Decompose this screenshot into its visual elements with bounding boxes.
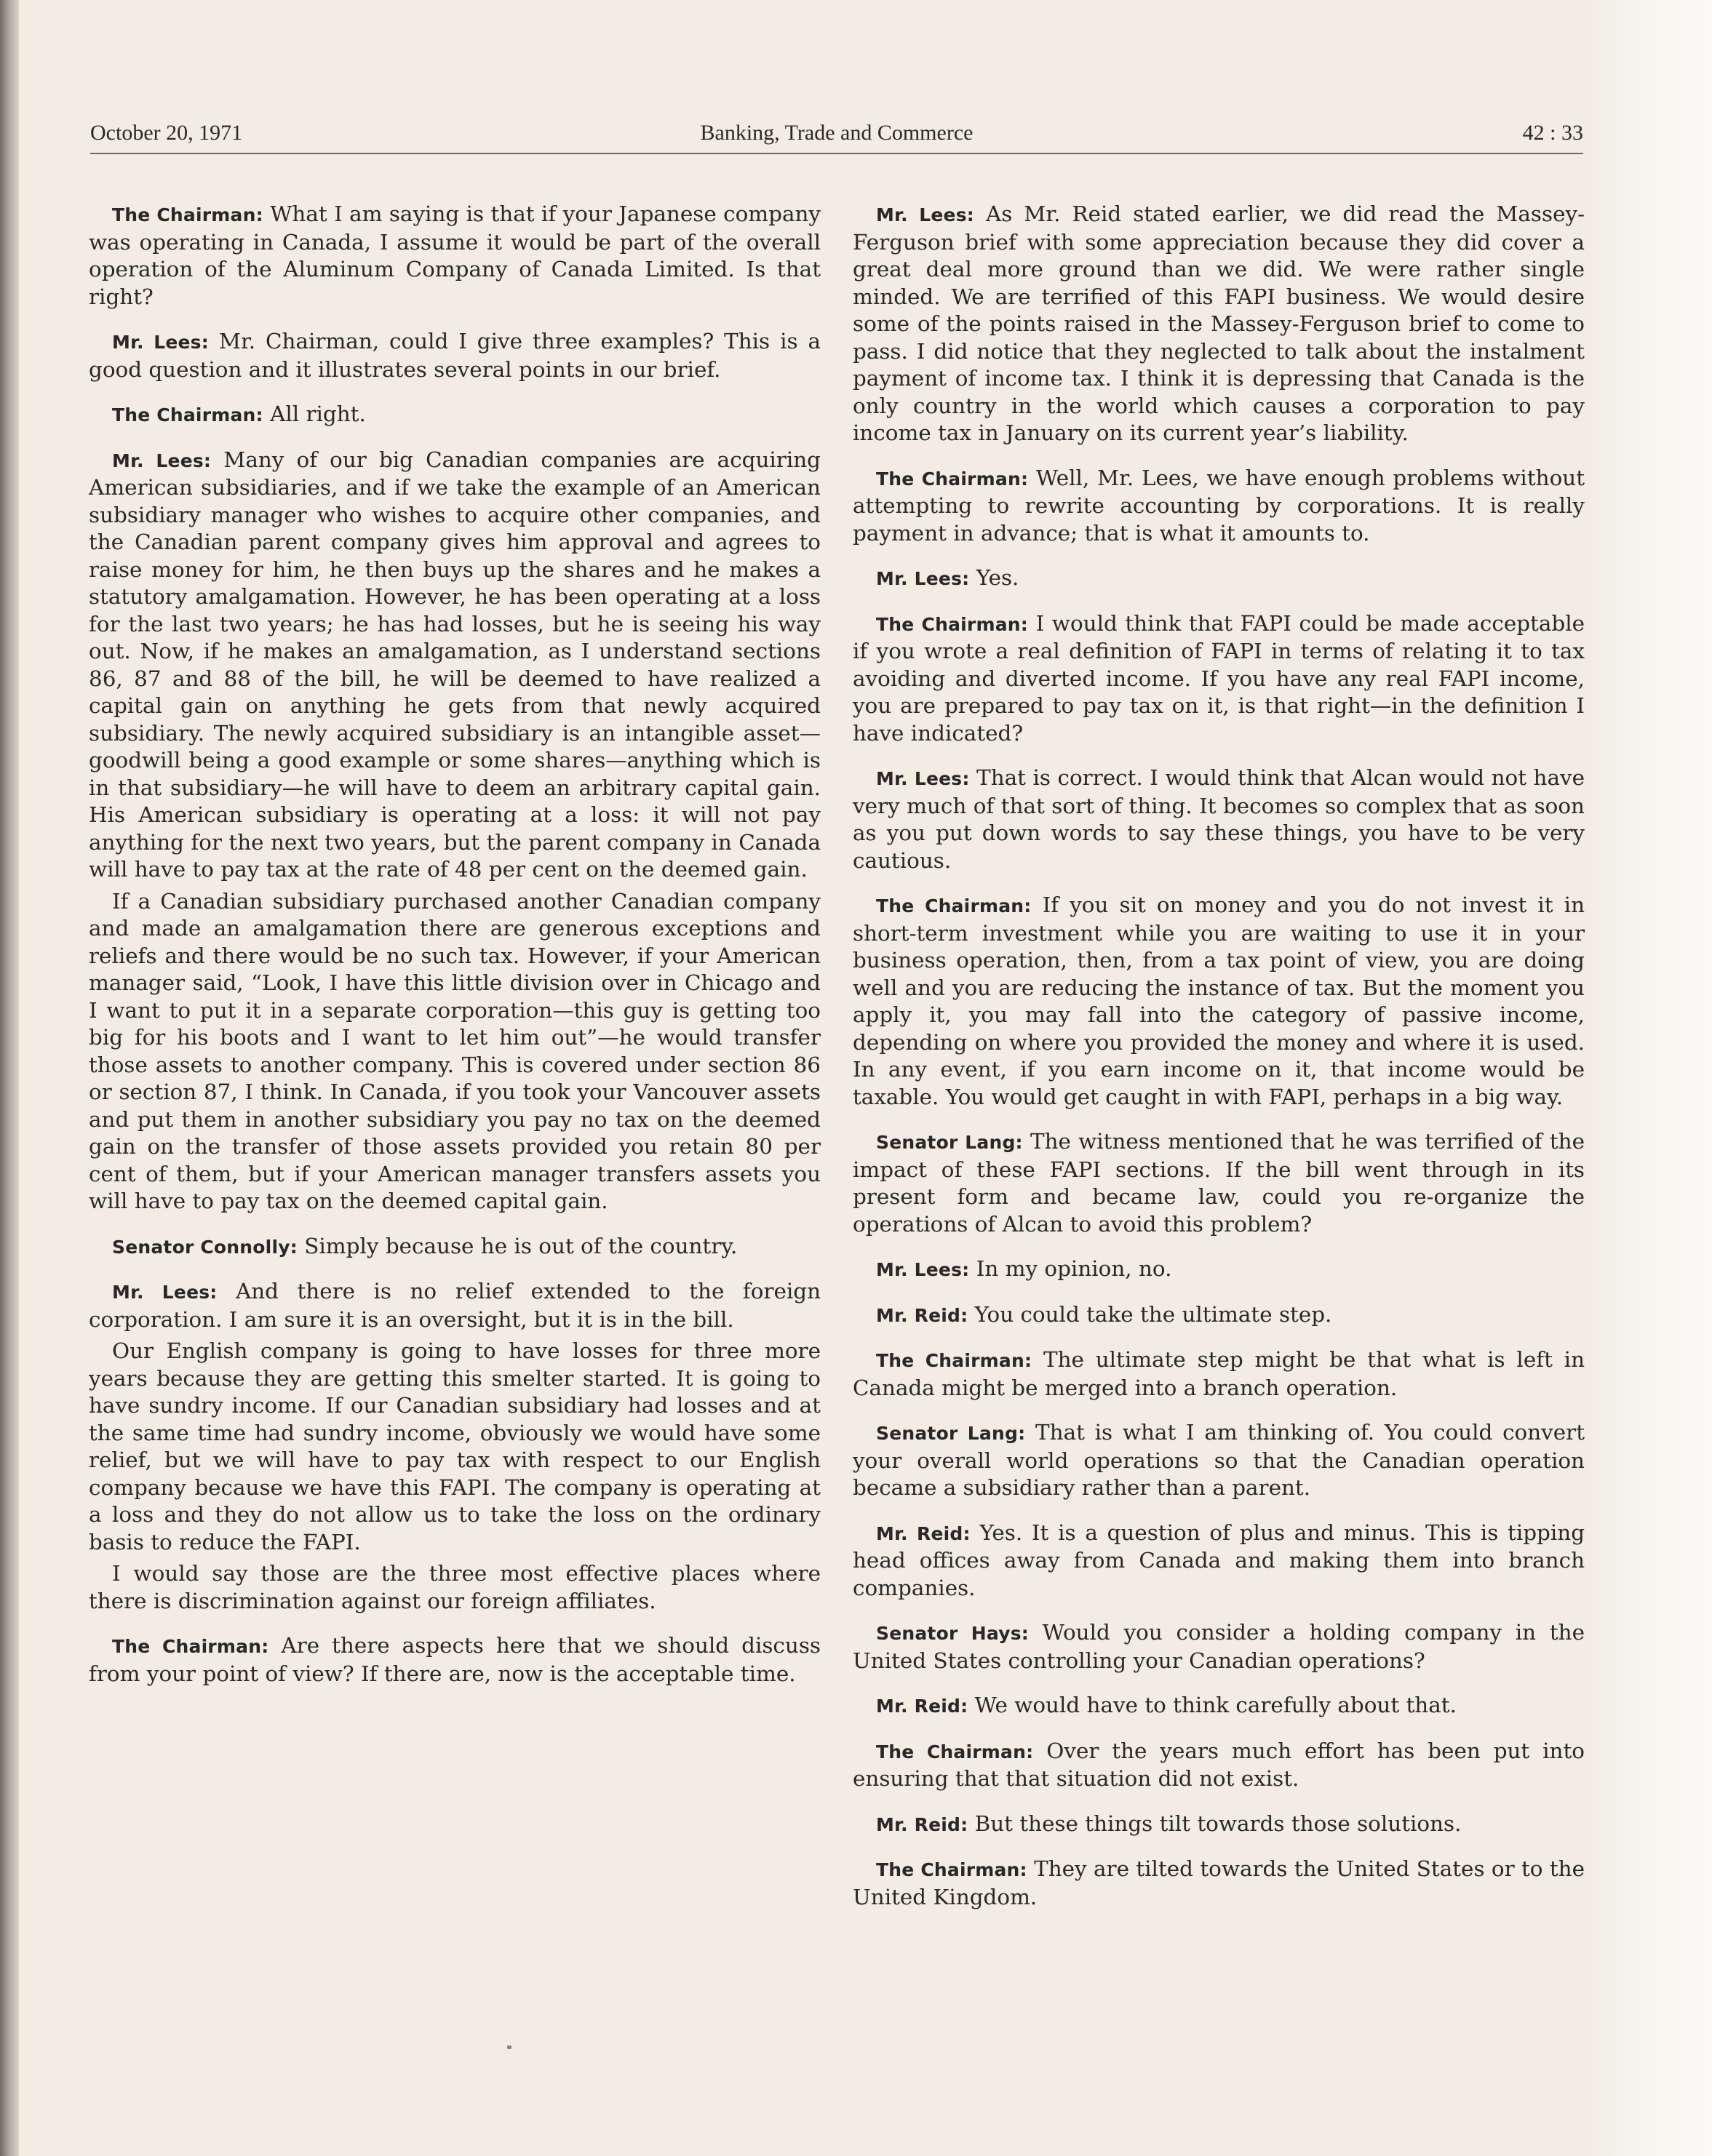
speech-text: I would think that FAPI could be made acceptable if you wrote a real definition of FAPI in terms of relating it to tax avoiding and diverted income. If you have any real FAPI income, you are prepared to pay tax on it, is that right—in the definition I have indicated? <box>853 610 1585 746</box>
transcript-paragraph <box>853 1128 1585 1238</box>
transcript-paragraph <box>853 1856 1585 1911</box>
transcript-paragraph <box>853 1301 1585 1330</box>
speech-text: I would say those are the three most effective places where there is discrimination against our foreign affiliates. <box>89 1561 821 1613</box>
page-header <box>90 121 1583 153</box>
speech-text: That is correct. I would think that Alcan would not have very much of that sort of thing. It becomes so complex that as soon as you put down words to say these things, you have to be very cautious. <box>853 765 1585 873</box>
speaker-name: The Chairman: <box>876 468 1029 490</box>
speech-text: If a Canadian subsidiary purchased another Canadian company and made an amalgamation there are generous exceptions and reliefs and there would be no such tax. However, if your American manager said, “Look, I have this little division over in Chicago and I want to put it in a separate corporation—this guy is getting too big for his boots and I want to let him out”—he would transfer those assets to another company. This is covered under section 86 or section 87, I think. In Canada, if you took your Vancouver assets and put them in another subsidiary you pay no tax on the deemed gain on the transfer of those assets provided you retain 80 per cent of them, but if your American manager transfers assets you will have to pay tax on the deemed capital gain. <box>89 888 821 1213</box>
transcript-paragraph <box>853 610 1585 748</box>
header-title: Banking, Trade and Commerce <box>700 121 974 145</box>
transcript-paragraph <box>853 892 1585 1111</box>
book-spine-shadow <box>0 0 19 2156</box>
page-edge <box>1588 0 1712 2156</box>
speech-text: We would have to think carefully about that. <box>974 1693 1457 1717</box>
speaker-name: The Chairman: <box>876 1350 1032 1371</box>
speaker-name: Mr. Lees: <box>112 450 212 471</box>
speech-text: Yes. It is a question of plus and minus. This is tipping head offices away from Canada and making them into branch companies. <box>853 1520 1585 1600</box>
speaker-name: Mr. Reid: <box>876 1304 968 1326</box>
speaker-name: Mr. Lees: <box>112 1282 218 1303</box>
transcript-paragraph <box>853 1255 1585 1284</box>
transcript-paragraph <box>89 1560 821 1615</box>
speaker-name: Mr. Lees: <box>876 1259 970 1280</box>
speaker-name: Mr. Reid: <box>876 1813 968 1835</box>
speech-text: They are tilted towards the United States or to the United Kingdom. <box>853 1856 1585 1909</box>
speech-text: In my opinion, no. <box>976 1256 1172 1281</box>
speech-text: As Mr. Reid stated earlier, we did read the Massey-Ferguson brief with some appreciation because they did cover a great deal more ground than we did. We were rather single minded. We are terrified of this FAPI business. We would desire some of the points raised in the Massey-Ferguson brief to come to pass. I did notice that they neglected to talk about the instalment payment of income tax. I think it is depressing that Canada is the only country in the world which causes a corporation to pay income tax in January on its current year’s liability. <box>853 201 1585 445</box>
speech-text: But these things tilt towards those solutions. <box>974 1810 1462 1836</box>
speaker-name: Senator Connolly: <box>112 1236 298 1258</box>
speaker-name: The Chairman: <box>876 1741 1034 1762</box>
transcript-paragraph <box>89 1632 821 1688</box>
speaker-name: Senator Lang: <box>876 1132 1023 1153</box>
speaker-name: Mr. Lees: <box>876 204 974 225</box>
transcript-paragraph <box>89 888 821 1215</box>
speaker-name: Mr. Lees: <box>112 332 209 353</box>
speech-text: Mr. Chairman, could I give three examples? This is a good question and it illustrates several points in our brief. <box>89 329 821 382</box>
transcript-paragraph <box>89 1338 821 1556</box>
transcript-paragraph <box>89 1278 821 1333</box>
speech-text: Over the years much effort has been put into ensuring that that situation did not exist. <box>853 1738 1585 1791</box>
speech-text: You could take the ultimate step. <box>974 1301 1332 1327</box>
speaker-name: Mr. Reid: <box>876 1696 968 1717</box>
transcript-paragraph <box>853 1810 1585 1839</box>
transcript-paragraph <box>89 1233 821 1261</box>
header-date: October 20, 1971 <box>90 121 243 145</box>
speech-text: Yes. <box>976 565 1019 590</box>
speaker-name: Mr. Lees: <box>876 768 970 789</box>
transcript-paragraph <box>853 1419 1585 1502</box>
speech-text: What I am saying is that if your Japanese company was operating in Canada, I assume it would be part of the overall operation of the Aluminum Company of Canada Limited. Is that right? <box>89 201 821 309</box>
transcript-paragraph <box>853 1520 1585 1602</box>
right-column <box>853 201 1585 1928</box>
speech-text: The witness mentioned that he was terrified of the impact of these FAPI sections. If the bill went through in its present form and became law, could you re-organize the operations of Alcan to avoid this problem? <box>853 1129 1585 1237</box>
transcript-paragraph <box>853 1619 1585 1674</box>
speech-text: Well, Mr. Lees, we have enough problems without attempting to rewrite accounting by corporations. It is really payment in advance; that is what it amounts to. <box>853 465 1585 546</box>
speaker-name: The Chairman: <box>112 1636 269 1657</box>
speech-text: The ultimate step might be that what is left in Canada might be merged into a branch operation. <box>853 1347 1585 1400</box>
speech-text: Would you consider a holding company in the United States controlling your Canadian operations? <box>853 1620 1585 1673</box>
transcript-paragraph <box>89 201 821 311</box>
speech-text: Many of our big Canadian companies are acquiring American subsidiaries, and if we take the example of an American subsidiary manager who wishes to acquire other companies, and the Canadian parent company gives him approval and agrees to raise money for him, he then buys up the shares and he makes a statutory amalgamation. However, he has been operating at a loss for the last two years; he has had losses, but he is seeing his way out. Now, if he makes an amalgamation, as I understand sections 86, 87 and 88 of the bill, he will be deemed to have realized a capital gain on anything he gets from that newly acquired subsidiary. The newly acquired subsidiary is an intangible asset—goodwill being a good example or some shares—anything which is in that subsidiary—he will have to deem an arbitrary capital gain. His American subsidiary is operating at a loss: it will not pay anything for the next two years, but the parent company in Canada will have to pay tax at the rate of 48 per cent on the deemed gain. <box>89 447 821 882</box>
speaker-name: The Chairman: <box>112 204 263 225</box>
speaker-name: Mr. Lees: <box>876 568 970 589</box>
transcript-paragraph <box>853 201 1585 447</box>
speech-text: If you sit on money and you do not invest it in short-term investment while you are waiting to use it in your business operation, then, from a tax point of view, you are doing well and you are reducing the instance of tax. But the moment you apply it, you may fall into the category of passive income, depending on where you provided the money and where it is used. In any event, if you earn income on it, that income would be taxable. You would get caught in with FAPI, perhaps in a big way. <box>853 893 1585 1109</box>
speaker-name: The Chairman: <box>876 1859 1027 1880</box>
speech-text: Our English company is going to have losses for three more years because they are getting this smelter started. It is going to have sundry income. If our Canadian subsidiary had losses and at the same time had sundry income, obviously we would have some relief, but we will have to pay tax with respect to our English company because we have this FAPI. The company is operating at a loss and they do not allow us to take the loss on the ordinary basis to reduce the FAPI. <box>89 1338 821 1554</box>
transcript-paragraph <box>853 764 1585 874</box>
header-page-number: 42 : 33 <box>1522 121 1583 145</box>
transcript-paragraph <box>853 1692 1585 1720</box>
transcript-paragraph <box>853 1738 1585 1793</box>
transcript-paragraph <box>853 465 1585 548</box>
speech-text: That is what I am thinking of. You could convert your overall world operations so that the Canadian operation became a subsidiary rather than a parent. <box>853 1420 1585 1500</box>
speech-text: And there is no relief extended to the foreign corporation. I am sure it is an oversight, but it is in the bill. <box>89 1279 821 1332</box>
speech-text: Are there aspects here that we should discuss from your point of view? If there are, now is the acceptable time. <box>89 1633 821 1686</box>
left-column <box>89 201 821 1705</box>
speaker-name: Senator Hays: <box>876 1623 1029 1644</box>
paper-speck <box>507 2045 511 2049</box>
transcript-paragraph <box>853 1346 1585 1402</box>
transcript-paragraph <box>853 564 1585 593</box>
transcript-paragraph <box>89 401 821 429</box>
header-rule <box>90 153 1583 154</box>
speech-text: Simply because he is out of the country. <box>304 1233 738 1258</box>
speaker-name: Senator Lang: <box>876 1423 1026 1444</box>
speaker-name: The Chairman: <box>112 404 263 426</box>
speaker-name: The Chairman: <box>876 613 1028 635</box>
transcript-paragraph <box>89 328 821 383</box>
transcript-paragraph <box>89 447 821 884</box>
speech-text: All right. <box>270 402 366 426</box>
speaker-name: Mr. Reid: <box>876 1522 971 1544</box>
speaker-name: The Chairman: <box>876 895 1032 917</box>
